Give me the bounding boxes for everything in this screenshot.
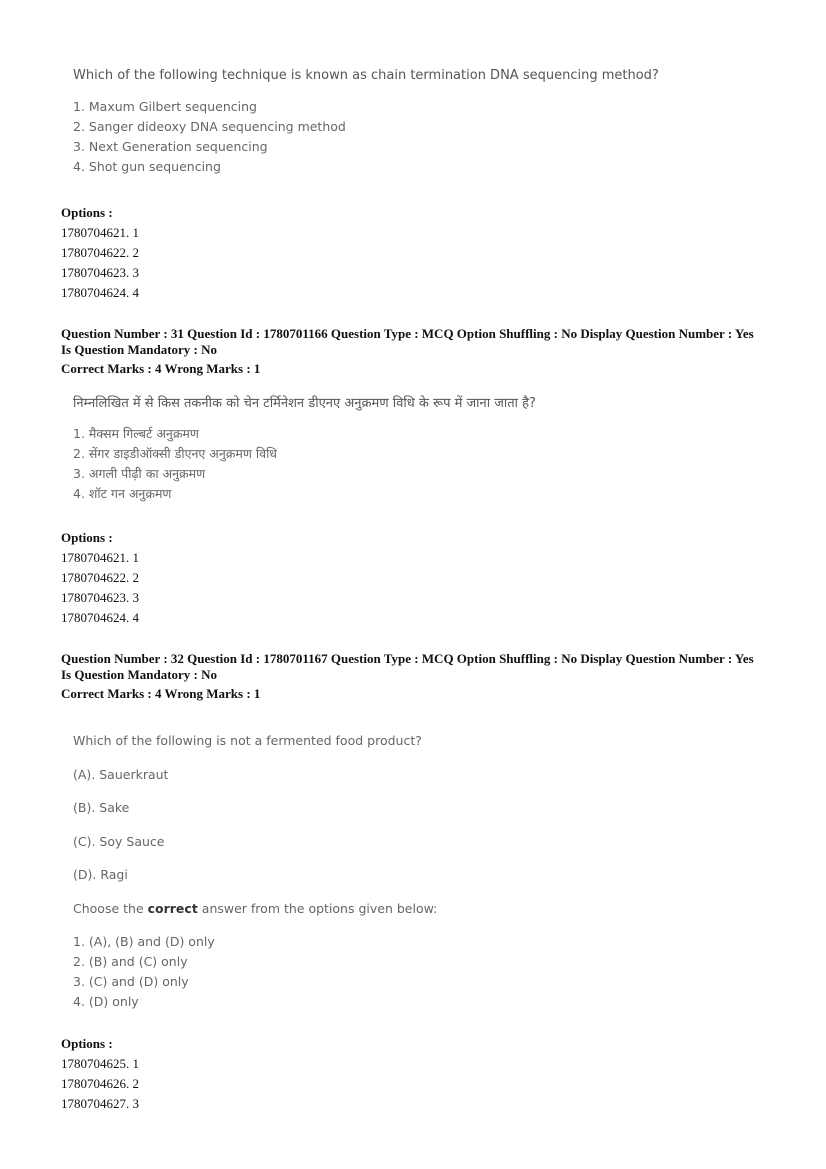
q30-options [61,203,139,303]
option-id: 1780704624. 4 [61,285,139,300]
q30-question-image [73,68,659,177]
q30-choice: 3. Next Generation sequencing [73,139,268,154]
option-id: 1780704624. 4 [61,610,139,625]
q32-choice: 1. (A), (B) and (D) only [73,934,215,949]
q31-choice: 1. मैक्सम गिल्बर्ट अनुक्रमण [73,426,199,441]
option-id: 1780704621. 1 [61,225,139,240]
q31-marks: Correct Marks : 4 Wrong Marks : 1 [61,361,261,376]
q32-instruction [73,901,437,916]
option-id: 1780704623. 3 [61,265,139,280]
q30-choice: 4. Shot gun sequencing [73,159,221,174]
instruction-bold: correct [147,901,198,916]
options-label: Options : [61,205,113,220]
q32-marks: Correct Marks : 4 Wrong Marks : 1 [61,686,261,701]
q31-question-image [73,393,536,504]
q32-choice: 4. (D) only [73,994,139,1009]
q31-choice-list [73,424,536,504]
q31-choice: 2. सेंगर डाइडीऑक्सी डीएनए अनुक्रमण विधि [73,446,277,461]
q30-choice-list [73,97,659,177]
q32-question-image [73,733,773,1013]
instruction-text: answer from the options given below: [197,901,438,916]
option-id: 1780704625. 1 [61,1056,139,1071]
option-id: 1780704622. 2 [61,245,139,260]
options-label: Options : [61,1036,113,1051]
q31-question-text: निम्नलिखित में से किस तकनीक को चेन टर्मिनेशन डीएनए अनुक्रमण विधि के रूप में जाना जाता है? [73,396,536,411]
q32-options [61,1034,139,1114]
q32-choice: 2. (B) and (C) only [73,954,188,969]
q31-meta-line1: Question Number : 31 Question Id : 1780701166 Question Type : MCQ Option Shuffling : No Display Question Number : Yes [61,326,754,341]
instruction-text: Choose the [73,901,148,916]
q31-header [61,326,754,377]
options-label: Options : [61,530,113,545]
q32-header [61,651,754,702]
q30-choice: 1. Maxum Gilbert sequencing [73,99,257,114]
option-id: 1780704623. 3 [61,590,139,605]
q31-options [61,528,139,628]
q30-question-text: Which of the following technique is known as chain termination DNA sequencing method? [73,68,659,83]
option-id: 1780704622. 2 [61,570,139,585]
q32-statement: (C). Soy Sauce [73,834,165,849]
q31-choice: 4. शॉट गन अनुक्रमण [73,486,172,501]
option-id: 1780704626. 2 [61,1076,139,1091]
q32-meta-line1: Question Number : 32 Question Id : 1780701167 Question Type : MCQ Option Shuffling : No Display Question Number : Yes [61,651,754,666]
q32-choice: 3. (C) and (D) only [73,974,189,989]
q32-meta-line2: Is Question Mandatory : No [61,667,218,682]
option-id: 1780704627. 3 [61,1096,139,1111]
q31-choice: 3. अगली पीढ़ी का अनुक्रमण [73,466,206,481]
q31-meta-line2: Is Question Mandatory : No [61,342,218,357]
q32-question-text: Which of the following is not a fermented food product? [73,733,422,748]
option-id: 1780704621. 1 [61,550,139,565]
q32-statement: (B). Sake [73,800,130,815]
q32-statement: (D). Ragi [73,867,128,882]
q32-statement: (A). Sauerkraut [73,767,169,782]
q30-choice: 2. Sanger dideoxy DNA sequencing method [73,119,346,134]
